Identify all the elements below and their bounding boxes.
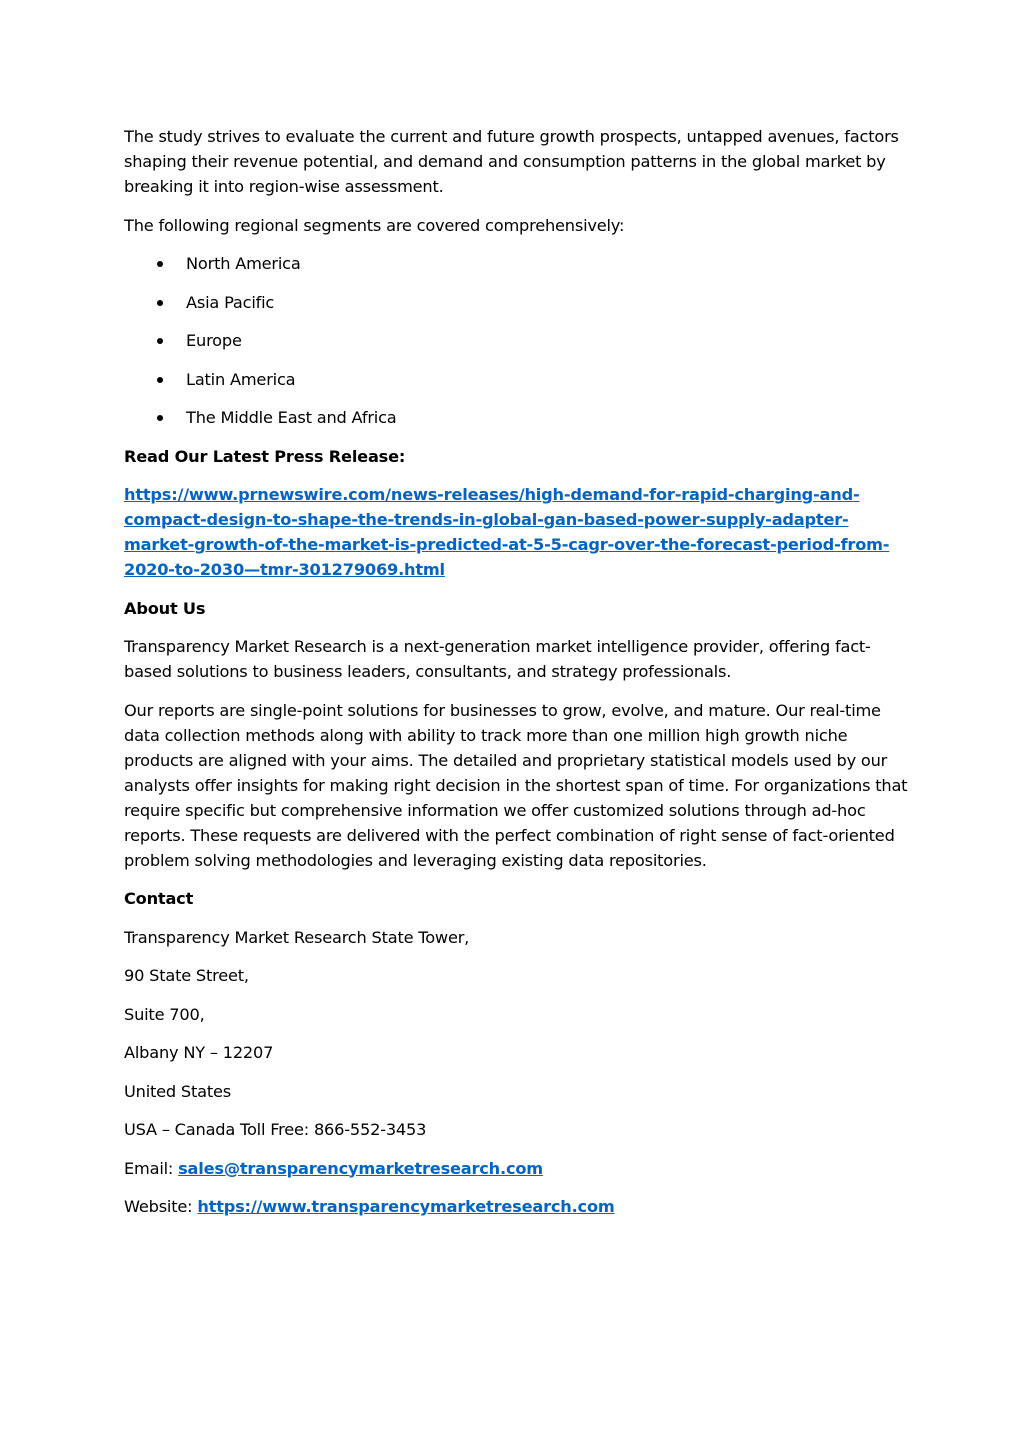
address-line-1: Transparency Market Research State Tower, [124,927,470,947]
bullet-icon [157,300,163,306]
website-line [124,1194,914,1219]
press-release-heading: Read Our Latest Press Release: [124,446,406,466]
press-release-link-paragraph [124,482,914,582]
email-link[interactable]: sales@transparencymarketresearch.com [178,1158,543,1178]
list-item [124,367,914,392]
region-label: The Middle East and Africa [186,408,397,427]
region-label: Europe [186,331,242,350]
regions-intro: The following regional segments are covered comprehensively: [124,215,625,235]
list-item [124,328,914,353]
address-line-3: Suite 700, [124,1004,205,1024]
contact-heading: Contact [124,889,194,908]
address-line-2: 90 State Street, [124,966,249,985]
toll-free-line: USA – Canada Toll Free: 866-552-3453 [124,1120,427,1139]
region-label: Latin America [186,369,296,389]
bullet-icon [157,261,163,267]
email-label: Email: [124,1158,179,1178]
website-link[interactable]: https://www.transparencymarketresearch.com [197,1197,615,1216]
bullet-icon [157,338,163,344]
document-page [124,124,914,1233]
list-item [124,251,914,276]
list-item [124,405,914,430]
address-line-4: Albany NY – 12207 [124,1043,274,1062]
bullet-icon [157,377,163,383]
address-line-5: United States [124,1081,232,1101]
email-line [124,1156,914,1181]
about-paragraph-1: Transparency Market Research is a next-generation market intelligence provider, offering fact-based solutions to business leaders, consultants, and strategy professionals. [124,637,871,681]
region-label: North America [186,254,301,273]
region-label: Asia Pacific [186,292,275,312]
list-item [124,290,914,315]
intro-paragraph: The study strives to evaluate the current and future growth prospects, untapped avenues, factors shaping their revenue potential, and demand and consumption patterns in the global market by breaking it into region-wise assessment. [124,127,899,196]
bullet-icon [157,415,163,421]
about-heading: About Us [124,598,206,618]
website-label: Website: [124,1197,198,1216]
about-paragraph-2: Our reports are single-point solutions for businesses to grow, evolve, and mature. Our real-time data collection methods along with ability to track more than one million high growth niche products are aligned with your aims. The detailed and proprietary statistical models used by our analysts offer insights for making right decision in the shortest span of time. For organizations that require specific but comprehensive information we offer customized solutions through ad-hoc reports. These requests are delivered with the perfect combination of right sense of fact-oriented problem solving methodologies and leveraging existing data repositories. [124,700,908,870]
regions-list [124,251,914,430]
press-release-link[interactable]: https://www.prnewswire.com/news-releases/high-demand-for-rapid-charging-and-compact-design-to-shape-the-trends-in-global-gan-based-power-supply-adapter-market-growth-of-the-market-is-predicted-at-5-5-cagr-over-the-forecast-period-from-2020-to-2030—tmr-301279069.html [124,485,890,579]
